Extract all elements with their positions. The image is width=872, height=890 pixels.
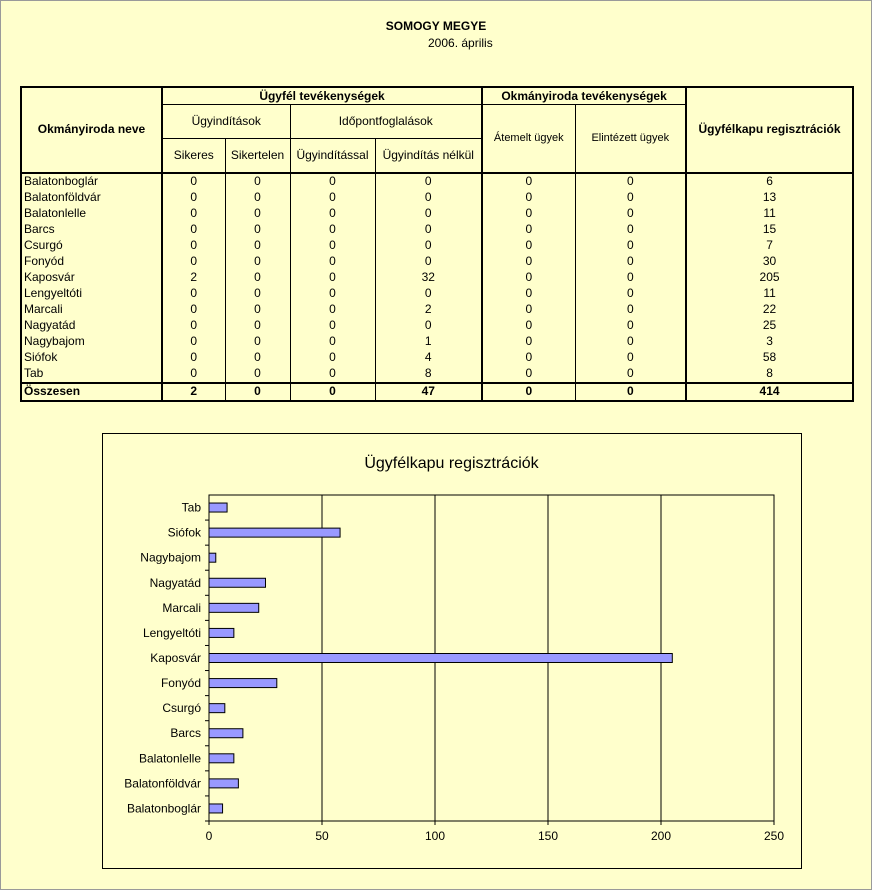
table-row xyxy=(21,173,853,190)
atemelt-cell: 0 xyxy=(482,206,575,222)
elintezett-cell: 0 xyxy=(575,318,686,334)
ugyinditas-nelkul-cell: 1 xyxy=(375,334,482,350)
office-name-cell: Marcali xyxy=(21,302,162,318)
ugyinditassal-cell: 0 xyxy=(290,334,375,350)
elintezett-cell: 0 xyxy=(575,206,686,222)
ugyinditas-nelkul-cell: 4 xyxy=(375,350,482,366)
ugyinditas-nelkul-cell: 0 xyxy=(375,222,482,238)
y-category-label: Balatonlelle xyxy=(138,751,201,766)
total-atemelt-cell: 0 xyxy=(482,383,575,401)
total-elintezett-cell: 0 xyxy=(575,383,686,401)
bar xyxy=(209,729,243,738)
header-client-activities: Ügyfél tevékenységek xyxy=(162,87,482,105)
office-name-cell: Tab xyxy=(21,366,162,383)
regisztraciok-cell: 11 xyxy=(686,286,853,302)
statistics-table xyxy=(20,86,854,402)
sikertelen-cell: 0 xyxy=(225,318,290,334)
elintezett-cell: 0 xyxy=(575,366,686,383)
table-row xyxy=(21,286,853,302)
atemelt-cell: 0 xyxy=(482,334,575,350)
atemelt-cell: 0 xyxy=(482,318,575,334)
table-row xyxy=(21,302,853,318)
y-category-label: Barcs xyxy=(170,726,201,741)
x-tick-label: 250 xyxy=(763,829,785,843)
sikeres-cell: 0 xyxy=(190,366,198,380)
regisztraciok-cell: 3 xyxy=(686,334,853,350)
sikertelen-cell: 0 xyxy=(225,222,290,238)
y-category-label: Marcali xyxy=(162,600,201,615)
sikeres-cell: 0 xyxy=(190,350,198,364)
y-category-label: Balatonföldvár xyxy=(124,776,201,791)
elintezett-cell: 0 xyxy=(575,302,686,318)
header-office-activities: Okmányiroda tevékenységek xyxy=(482,87,686,105)
sikeres-cell: 0 xyxy=(190,174,198,188)
table-row xyxy=(21,206,853,222)
total-ugyinditassal-cell: 0 xyxy=(290,383,375,401)
header-appointments: Időpontfoglalások xyxy=(290,105,482,139)
atemelt-cell: 0 xyxy=(482,286,575,302)
y-category-label: Nagyatád xyxy=(149,575,201,590)
ugyinditas-nelkul-cell: 8 xyxy=(375,366,482,383)
bar xyxy=(209,779,238,788)
sikertelen-cell: 0 xyxy=(225,350,290,366)
sikertelen-cell: 0 xyxy=(225,190,290,206)
atemelt-cell: 0 xyxy=(482,173,575,190)
ugyinditassal-cell: 0 xyxy=(290,173,375,190)
office-name-cell: Balatonlelle xyxy=(21,206,162,222)
atemelt-cell: 0 xyxy=(482,302,575,318)
bar xyxy=(209,754,234,763)
sikeres-cell: 0 xyxy=(190,286,198,300)
y-category-label: Siófok xyxy=(167,525,201,540)
elintezett-cell: 0 xyxy=(575,222,686,238)
sikeres-cell: 0 xyxy=(190,318,198,332)
office-name-cell: Barcs xyxy=(21,222,162,238)
sikertelen-cell: 0 xyxy=(225,302,290,318)
office-name-cell: Lengyeltóti xyxy=(21,286,162,302)
office-name-cell: Fonyód xyxy=(21,254,162,270)
elintezett-cell: 0 xyxy=(575,350,686,366)
elintezett-cell: 0 xyxy=(575,238,686,254)
ugyinditassal-cell: 0 xyxy=(290,238,375,254)
chart-title: Ügyfélkapu regisztrációk xyxy=(364,455,539,472)
regisztraciok-cell: 8 xyxy=(686,366,853,383)
y-category-label: Lengyeltóti xyxy=(142,625,201,640)
sikertelen-cell: 0 xyxy=(225,334,290,350)
office-name-cell: Balatonföldvár xyxy=(21,190,162,206)
report-title: SOMOGY MEGYE xyxy=(385,19,487,33)
y-category-label: Tab xyxy=(181,500,201,515)
office-name-cell: Csurgó xyxy=(21,238,162,254)
header-without-case-start: Ügyindítás nélkül xyxy=(375,139,482,173)
ugyinditas-nelkul-cell: 0 xyxy=(375,238,482,254)
header-transferred: Átemelt ügyek xyxy=(482,105,575,173)
table-row xyxy=(21,254,853,270)
elintezett-cell: 0 xyxy=(575,254,686,270)
ugyinditassal-cell: 0 xyxy=(290,302,375,318)
ugyinditassal-cell: 0 xyxy=(290,318,375,334)
regisztraciok-cell: 22 xyxy=(686,302,853,318)
header-office-name: Okmányiroda neve xyxy=(21,87,162,173)
total-row xyxy=(21,383,853,401)
total-label-cell: Összesen xyxy=(21,383,162,401)
bar xyxy=(209,603,259,612)
sikeres-cell: 0 xyxy=(190,190,198,204)
y-category-label: Kaposvár xyxy=(150,651,201,665)
y-category-label: Nagybajom xyxy=(140,550,201,565)
header-completed: Elintézett ügyek xyxy=(575,105,686,173)
ugyinditassal-cell: 0 xyxy=(290,270,375,286)
y-category-label: Fonyód xyxy=(160,676,201,691)
atemelt-cell: 0 xyxy=(482,238,575,254)
regisztraciok-cell: 7 xyxy=(686,238,853,254)
bar xyxy=(209,578,266,587)
atemelt-cell: 0 xyxy=(482,350,575,366)
total-sikertelen-cell: 0 xyxy=(225,383,290,401)
regisztraciok-cell: 58 xyxy=(686,350,853,366)
atemelt-cell: 0 xyxy=(482,222,575,238)
bar xyxy=(209,528,340,537)
office-name-cell: Kaposvár xyxy=(21,270,162,286)
bar-chart xyxy=(103,434,801,868)
sikeres-cell: 0 xyxy=(190,238,198,252)
office-name-cell: Balatonboglár xyxy=(21,173,162,190)
sikeres-cell: 0 xyxy=(190,206,198,220)
ugyinditas-nelkul-cell: 0 xyxy=(375,254,482,270)
ugyinditas-nelkul-cell: 0 xyxy=(375,173,482,190)
ugyinditas-nelkul-cell: 2 xyxy=(375,302,482,318)
sikertelen-cell: 0 xyxy=(225,173,290,190)
table-row xyxy=(21,238,853,254)
ugyinditassal-cell: 0 xyxy=(290,190,375,206)
chart-container xyxy=(102,433,802,869)
y-category-label: Balatonboglár xyxy=(126,801,201,816)
table-row xyxy=(21,222,853,238)
office-name-cell: Nagyatád xyxy=(21,318,162,334)
atemelt-cell: 0 xyxy=(482,366,575,383)
table-row xyxy=(21,350,853,366)
ugyinditassal-cell: 0 xyxy=(290,206,375,222)
total-regisztraciok-cell: 414 xyxy=(686,383,853,401)
table-row xyxy=(21,366,853,383)
sikeres-cell: 0 xyxy=(190,302,198,316)
table-row xyxy=(21,334,853,350)
bar xyxy=(209,503,227,512)
office-name-cell: Nagybajom xyxy=(21,334,162,350)
office-name-cell: Siófok xyxy=(21,350,162,366)
table-row xyxy=(21,270,853,286)
ugyinditassal-cell: 0 xyxy=(290,350,375,366)
regisztraciok-cell: 15 xyxy=(686,222,853,238)
ugyinditas-nelkul-cell: 0 xyxy=(375,190,482,206)
x-tick-label: 50 xyxy=(315,829,329,843)
regisztraciok-cell: 11 xyxy=(686,206,853,222)
atemelt-cell: 0 xyxy=(482,190,575,206)
sikertelen-cell: 0 xyxy=(225,270,290,286)
elintezett-cell: 0 xyxy=(575,334,686,350)
sikeres-cell: 0 xyxy=(190,222,198,236)
sikertelen-cell: 0 xyxy=(225,366,290,383)
bar xyxy=(209,654,672,663)
regisztraciok-cell: 205 xyxy=(686,270,853,286)
elintezett-cell: 0 xyxy=(575,173,686,190)
bar xyxy=(209,704,225,713)
bar xyxy=(209,628,234,637)
bar xyxy=(209,679,277,688)
total-ugyinditas-nelkul-cell: 47 xyxy=(375,383,482,401)
x-tick-label: 0 xyxy=(205,829,213,843)
table-row xyxy=(21,318,853,334)
header-with-case-start: Ügyindítással xyxy=(290,139,375,173)
atemelt-cell: 0 xyxy=(482,254,575,270)
ugyinditas-nelkul-cell: 0 xyxy=(375,206,482,222)
sikertelen-cell: 0 xyxy=(225,254,290,270)
elintezett-cell: 0 xyxy=(575,286,686,302)
total-sikeres-cell: 2 xyxy=(162,383,225,401)
ugyinditassal-cell: 0 xyxy=(290,222,375,238)
regisztraciok-cell: 6 xyxy=(686,173,853,190)
ugyinditassal-cell: 0 xyxy=(290,254,375,270)
x-tick-label: 200 xyxy=(650,829,672,843)
bar xyxy=(209,804,223,813)
y-category-label: Csurgó xyxy=(162,701,201,716)
ugyinditassal-cell: 0 xyxy=(290,366,375,383)
regisztraciok-cell: 13 xyxy=(686,190,853,206)
ugyinditas-nelkul-cell: 0 xyxy=(375,318,482,334)
sikertelen-cell: 0 xyxy=(225,238,290,254)
sikeres-cell: 0 xyxy=(190,334,198,348)
sikeres-cell: 0 xyxy=(190,254,198,268)
table-row xyxy=(21,190,853,206)
regisztraciok-cell: 30 xyxy=(686,254,853,270)
x-tick-label: 100 xyxy=(424,829,446,843)
header-case-starts: Ügyindítások xyxy=(162,105,290,139)
report-subtitle: 2006. április xyxy=(428,36,493,50)
header-unsuccessful: Sikertelen xyxy=(225,139,290,173)
elintezett-cell: 0 xyxy=(575,270,686,286)
elintezett-cell: 0 xyxy=(575,190,686,206)
header-registrations: Ügyfélkapu regisztrációk xyxy=(686,87,853,173)
sikeres-cell: 2 xyxy=(190,270,198,284)
header-successful: Sikeres xyxy=(162,139,225,173)
ugyinditas-nelkul-cell: 32 xyxy=(375,270,482,286)
sikertelen-cell: 0 xyxy=(225,206,290,222)
ugyinditassal-cell: 0 xyxy=(290,286,375,302)
regisztraciok-cell: 25 xyxy=(686,318,853,334)
sikertelen-cell: 0 xyxy=(225,286,290,302)
ugyinditas-nelkul-cell: 0 xyxy=(375,286,482,302)
bar xyxy=(209,553,216,562)
x-tick-label: 150 xyxy=(537,829,559,843)
atemelt-cell: 0 xyxy=(482,270,575,286)
